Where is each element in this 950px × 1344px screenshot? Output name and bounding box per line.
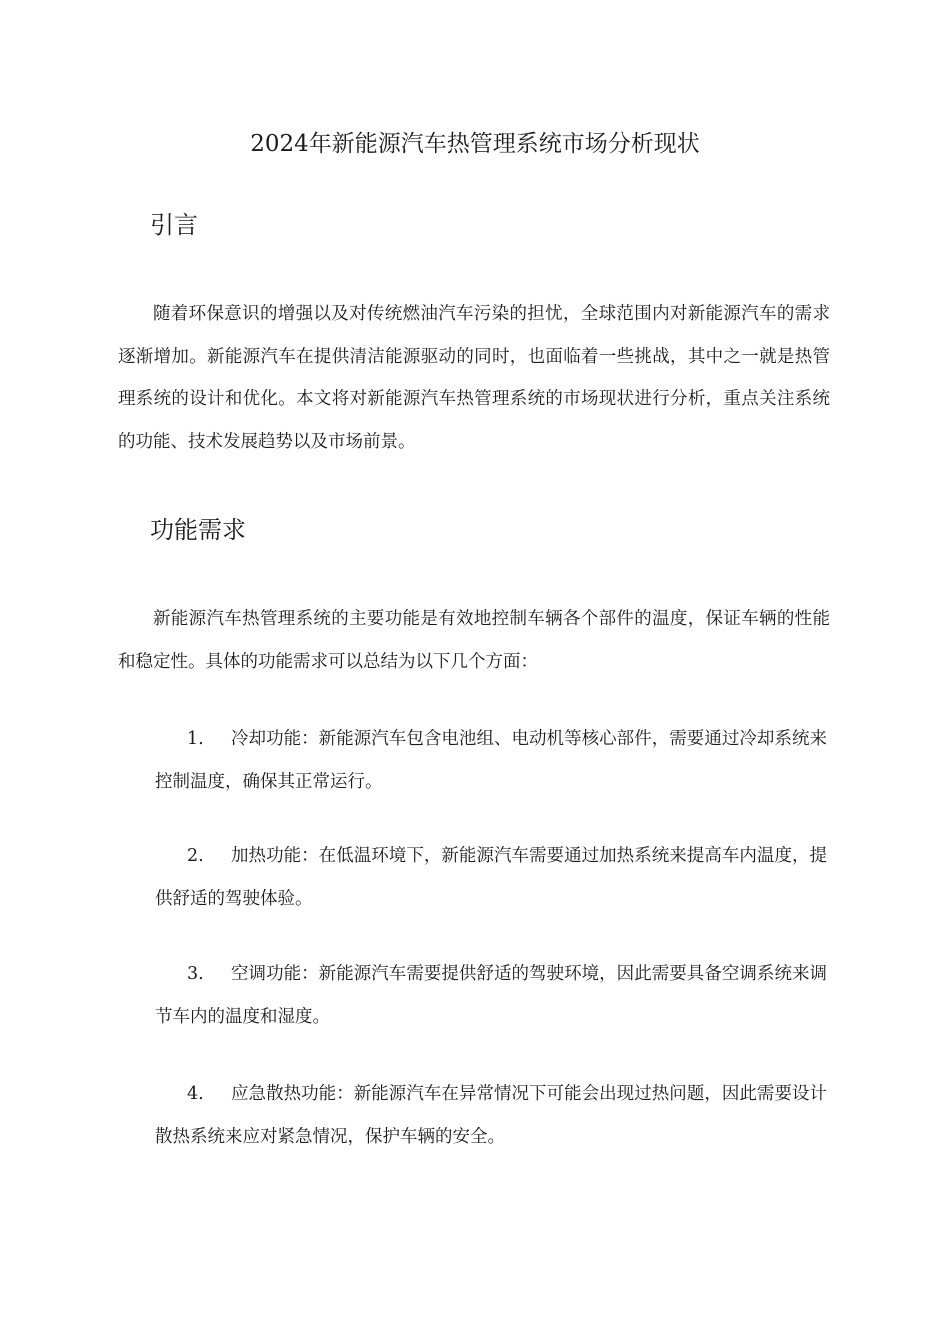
list-item-text: 加热功能：在低温环境下，新能源汽车需要通过加热系统来提高车内温度，提供舒适的驾驶体验。	[155, 846, 827, 909]
section-heading-function-requirements: 功能需求	[150, 516, 246, 544]
intro-paragraph: 随着环保意识的增强以及对传统燃油汽车污染的担忧，全球范围内对新能源汽车的需求逐渐增加。新能源汽车在提供清洁能源驱动的同时，也面临着一些挑战，其中之一就是热管理系统的设计和优化。本文将对新能源汽车热管理系统的市场现状进行分析，重点关注系统的功能、技术发展趋势以及市场前景。	[118, 304, 830, 452]
document-title: 2024年新能源汽车热管理系统市场分析现状	[250, 131, 700, 157]
section-heading-intro: 引言	[150, 211, 198, 239]
list-item	[155, 835, 827, 920]
list-item-text: 冷却功能：新能源汽车包含电池组、电动机等核心部件，需要通过冷却系统来控制温度，确保其正常运行。	[155, 729, 827, 792]
list-item-number: 4.	[187, 1084, 204, 1104]
list-item-number: 1.	[187, 729, 204, 749]
list-item	[155, 718, 827, 803]
list-item-text: 应急散热功能：新能源汽车在异常情况下可能会出现过热问题，因此需要设计散热系统来应对紧急情况，保护车辆的安全。	[155, 1084, 827, 1147]
list-item-number: 2.	[187, 846, 204, 866]
function-requirements-paragraph: 新能源汽车热管理系统的主要功能是有效地控制车辆各个部件的温度，保证车辆的性能和稳定性。具体的功能需求可以总结为以下几个方面：	[118, 609, 830, 672]
list-item-text: 空调功能：新能源汽车需要提供舒适的驾驶环境，因此需要具备空调系统来调节车内的温度和湿度。	[155, 964, 827, 1027]
list-item	[155, 1073, 827, 1158]
list-item	[155, 953, 827, 1038]
list-item-number: 3.	[187, 964, 204, 984]
